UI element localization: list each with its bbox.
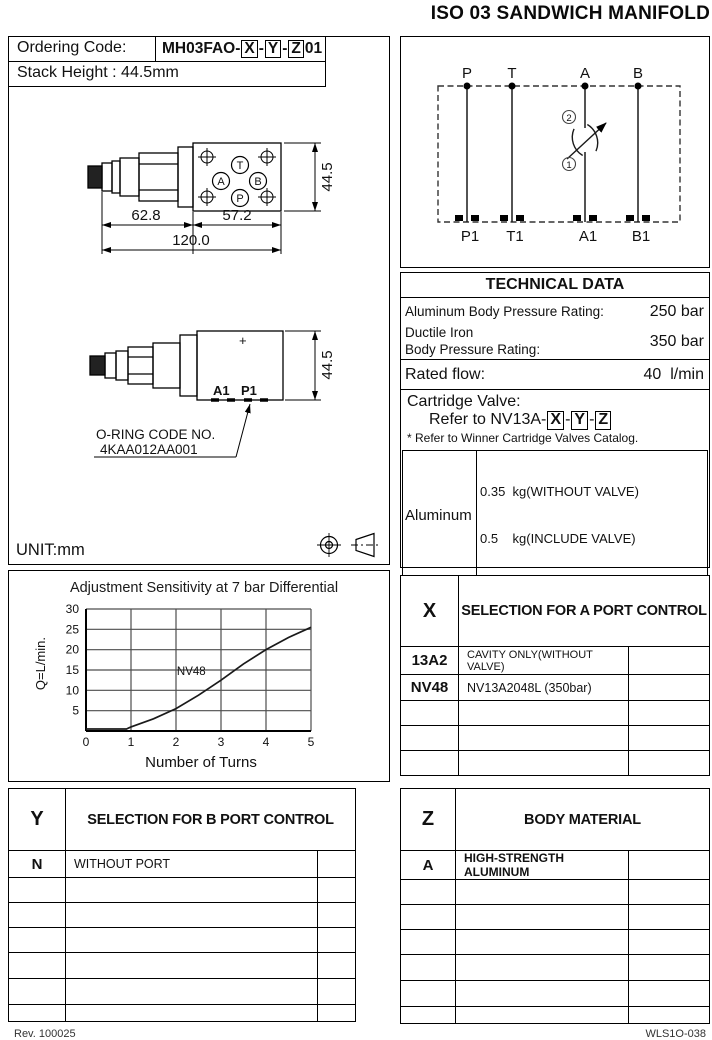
dimension-lines bbox=[102, 143, 321, 254]
table-row bbox=[9, 953, 356, 979]
cartridge-prefix: Refer to NV13A- bbox=[429, 411, 547, 428]
y-table-key: Y bbox=[9, 789, 66, 851]
cartridge-z-box: Z bbox=[595, 411, 611, 430]
row-desc-cell bbox=[66, 979, 318, 1005]
y-table-header-row bbox=[9, 789, 356, 851]
row-note-cell bbox=[628, 930, 709, 955]
row-note-cell bbox=[317, 878, 355, 903]
unit-note: UNIT:mm bbox=[16, 541, 85, 559]
svg-text:10: 10 bbox=[65, 683, 79, 698]
y-selection-table bbox=[8, 788, 356, 1022]
technical-data-panel bbox=[400, 272, 710, 568]
row-desc-cell bbox=[456, 880, 629, 905]
row-desc-cell: HIGH-STRENGTH ALUMINUM bbox=[456, 851, 629, 880]
rated-flow-row bbox=[401, 360, 709, 390]
row-desc-cell bbox=[456, 930, 629, 955]
row-key-cell bbox=[401, 726, 459, 751]
z-table-title: BODY MATERIAL bbox=[456, 789, 710, 851]
cartridge-note: * Refer to Winner Cartridge Valves Catalog. bbox=[407, 430, 639, 445]
row-note-cell bbox=[317, 1005, 355, 1022]
table-row bbox=[401, 955, 710, 981]
oring-note-line1: O-RING CODE NO. bbox=[96, 427, 216, 442]
table-row bbox=[401, 1007, 710, 1024]
row-note-cell bbox=[628, 1007, 709, 1024]
flow-unit: l/min bbox=[670, 366, 704, 383]
manifold-boundary bbox=[438, 86, 680, 222]
port-markers bbox=[213, 157, 267, 207]
projection-symbol-icon bbox=[312, 530, 384, 560]
cartridge-y-box: Y bbox=[571, 411, 588, 430]
table-row bbox=[401, 647, 710, 675]
z-table-header-row bbox=[401, 789, 710, 851]
ordering-code-label: Ordering Code: bbox=[9, 37, 156, 61]
aluminum-rating-value: 250 bar bbox=[649, 302, 704, 320]
table-row bbox=[401, 905, 710, 930]
row-key-cell bbox=[401, 955, 456, 981]
row-note-cell bbox=[628, 851, 709, 880]
port-dots bbox=[455, 83, 650, 222]
row-desc-cell bbox=[66, 953, 318, 979]
svg-text:0: 0 bbox=[82, 735, 90, 749]
port-label-a: A bbox=[579, 65, 591, 82]
oring-note-line2: 4KAA012AA001 bbox=[100, 442, 198, 457]
row-desc-cell: CAVITY ONLY(WITHOUT VALVE) bbox=[459, 647, 629, 675]
row-desc-cell bbox=[459, 701, 629, 726]
row-key-cell bbox=[401, 981, 456, 1007]
row-note-cell bbox=[628, 880, 709, 905]
svg-text:30: 30 bbox=[65, 602, 79, 616]
port-b-label: B bbox=[254, 176, 262, 188]
table-row bbox=[9, 878, 356, 903]
code-x-box: X bbox=[241, 40, 257, 58]
technical-data-header: TECHNICAL DATA bbox=[401, 273, 709, 298]
svg-text:5: 5 bbox=[72, 703, 79, 718]
table-row bbox=[401, 851, 710, 880]
plus-mark: + bbox=[239, 333, 247, 348]
port-label-t: T bbox=[507, 65, 517, 82]
svg-text:5: 5 bbox=[307, 735, 315, 749]
row-desc-cell bbox=[456, 981, 629, 1007]
svg-text:15: 15 bbox=[65, 663, 79, 677]
weight-material-cell: Aluminum bbox=[403, 451, 477, 581]
rated-flow-label: Rated flow: bbox=[405, 366, 486, 383]
row-key-cell bbox=[9, 1005, 66, 1022]
svg-text:4: 4 bbox=[262, 735, 270, 749]
row-desc-cell bbox=[459, 751, 629, 776]
row-note-cell bbox=[629, 726, 710, 751]
row-desc-cell bbox=[66, 903, 318, 928]
stack-height-row: Stack Height : 44.5mm bbox=[8, 62, 326, 87]
table-row bbox=[9, 903, 356, 928]
ordering-code-value: MH03FAO- X - Y - Z 01 bbox=[162, 39, 323, 57]
chart-title: Adjustment Sensitivity at 7 bar Differential bbox=[69, 580, 339, 596]
x-table-header-row bbox=[401, 576, 710, 647]
port-a1-label: A1 bbox=[213, 383, 230, 398]
port-p-label: P bbox=[236, 193, 244, 205]
row-note-cell bbox=[317, 953, 355, 979]
hydraulic-schematic bbox=[400, 36, 710, 268]
cartridge-line1: Cartridge Valve: bbox=[407, 393, 521, 410]
code-suffix: 01 bbox=[304, 39, 323, 57]
table-row bbox=[401, 981, 710, 1007]
schematic-port-labels bbox=[461, 65, 650, 245]
aluminum-rating-label: Aluminum Body Pressure Rating: bbox=[405, 304, 604, 319]
table-row bbox=[9, 851, 356, 878]
x-table-title: SELECTION FOR A PORT CONTROL bbox=[459, 576, 710, 647]
row-key-cell bbox=[401, 880, 456, 905]
row-key-cell bbox=[401, 930, 456, 955]
cartridge-x-box: X bbox=[547, 411, 564, 430]
dim-62-8: 62.8 bbox=[131, 207, 161, 224]
cartridge-line2: Refer to NV13A- X - Y - Z bbox=[407, 411, 705, 430]
code-prefix: MH03FAO- bbox=[162, 39, 241, 57]
row-key-cell: 13A2 bbox=[401, 647, 459, 675]
page-title: ISO 03 SANDWICH MANIFOLD bbox=[430, 3, 710, 24]
port-t-label: T bbox=[236, 160, 244, 172]
table-row bbox=[401, 880, 710, 905]
port-label-p: P bbox=[461, 65, 473, 82]
sensitivity-chart-svg bbox=[9, 601, 391, 751]
y-table-title: SELECTION FOR B PORT CONTROL bbox=[66, 789, 356, 851]
table-row bbox=[401, 930, 710, 955]
row-desc-cell bbox=[66, 878, 318, 903]
weight-line1: 0.35 kg(WITHOUT VALVE) bbox=[480, 483, 639, 499]
row-desc-cell bbox=[456, 955, 629, 981]
ductile-label-line1: Ductile Iron bbox=[405, 325, 474, 341]
flow-lines bbox=[467, 86, 638, 222]
x-selection-table bbox=[400, 575, 710, 776]
valve-side-view-drawing bbox=[8, 298, 390, 468]
aluminum-rating-row bbox=[401, 298, 709, 324]
ductile-rating-row bbox=[401, 324, 709, 360]
table-row bbox=[401, 726, 710, 751]
cartridge-valve-section bbox=[401, 390, 709, 450]
x-table-key: X bbox=[401, 576, 459, 647]
row-note-cell bbox=[629, 647, 710, 675]
z-table-key: Z bbox=[401, 789, 456, 851]
sensitivity-chart bbox=[8, 570, 390, 782]
code-y-box: Y bbox=[265, 40, 281, 58]
weight-line2: 0.5 kg(INCLUDE VALVE) bbox=[480, 531, 636, 547]
marker-1-label: 1 bbox=[566, 160, 572, 171]
svg-text:3: 3 bbox=[217, 735, 225, 749]
port-label-p1: P1 bbox=[460, 228, 480, 245]
row-desc-cell bbox=[66, 928, 318, 953]
row-key-cell bbox=[9, 928, 66, 953]
svg-text:NV48: NV48 bbox=[176, 665, 206, 678]
ordering-code-row bbox=[8, 36, 326, 62]
port-label-a1: A1 bbox=[578, 228, 598, 245]
row-note-cell bbox=[317, 851, 355, 878]
row-key-cell: A bbox=[401, 851, 456, 880]
valve-top-view-drawing bbox=[8, 128, 390, 278]
flow-number: 40 bbox=[643, 366, 662, 383]
row-desc-cell bbox=[459, 726, 629, 751]
dim-44-5-side: 44.5 bbox=[319, 350, 336, 380]
row-key-cell bbox=[401, 1007, 456, 1024]
svg-text:25: 25 bbox=[65, 622, 79, 637]
table-row bbox=[9, 1005, 356, 1022]
table-row bbox=[9, 979, 356, 1005]
svg-text:1: 1 bbox=[127, 735, 135, 749]
row-key-cell bbox=[9, 979, 66, 1005]
footer-revision: Rev. 100025 bbox=[14, 1028, 76, 1040]
svg-text:20: 20 bbox=[65, 642, 79, 657]
row-note-cell bbox=[629, 751, 710, 776]
row-note-cell bbox=[317, 928, 355, 953]
row-key-cell bbox=[401, 905, 456, 930]
chart-y-axis-label: Q=L/min. bbox=[33, 637, 48, 691]
row-desc-cell bbox=[66, 1005, 318, 1022]
row-key-cell: NV48 bbox=[401, 675, 459, 701]
row-key-cell bbox=[9, 878, 66, 903]
port-label-t1: T1 bbox=[506, 228, 524, 245]
port-p1-label: P1 bbox=[241, 383, 257, 398]
table-row bbox=[401, 675, 710, 701]
dim-57-2: 57.2 bbox=[222, 207, 252, 224]
footer-doc-number: WLS1O-038 bbox=[645, 1028, 706, 1040]
svg-text:2: 2 bbox=[172, 735, 180, 749]
row-key-cell bbox=[401, 701, 459, 726]
row-note-cell bbox=[628, 905, 709, 930]
row-key-cell bbox=[9, 903, 66, 928]
table-row bbox=[9, 928, 356, 953]
row-desc-cell bbox=[456, 1007, 629, 1024]
row-note-cell bbox=[629, 701, 710, 726]
port-a-label: A bbox=[217, 176, 225, 188]
weight-values-cell bbox=[477, 451, 708, 581]
row-key-cell bbox=[9, 953, 66, 979]
row-note-cell bbox=[317, 903, 355, 928]
port-label-b1: B1 bbox=[631, 228, 651, 245]
table-row bbox=[401, 751, 710, 776]
row-note-cell bbox=[629, 675, 710, 701]
rated-flow-value bbox=[644, 366, 704, 384]
row-note-cell bbox=[628, 981, 709, 1007]
row-desc-cell: WITHOUT PORT bbox=[66, 851, 318, 878]
port-label-b: B bbox=[632, 65, 644, 82]
marker-2-label: 2 bbox=[566, 113, 572, 124]
ductile-label-line2: Body Pressure Rating: bbox=[405, 342, 541, 357]
ductile-rating-value: 350 bar bbox=[649, 333, 704, 350]
z-selection-table bbox=[400, 788, 710, 1024]
row-note-cell bbox=[628, 955, 709, 981]
ductile-rating-label bbox=[405, 325, 540, 359]
row-desc-cell bbox=[456, 905, 629, 930]
code-z-box: Z bbox=[288, 40, 303, 58]
row-key-cell bbox=[401, 751, 459, 776]
chart-x-axis-label: Number of Turns bbox=[145, 754, 257, 771]
row-note-cell bbox=[317, 979, 355, 1005]
row-key-cell: N bbox=[9, 851, 66, 878]
weight-row bbox=[403, 451, 708, 581]
dim-44-5-top: 44.5 bbox=[319, 162, 336, 192]
dim-120-0: 120.0 bbox=[172, 232, 210, 249]
table-row bbox=[401, 701, 710, 726]
valve-body-outline bbox=[88, 143, 281, 211]
row-desc-cell: NV13A2048L (350bar) bbox=[459, 675, 629, 701]
